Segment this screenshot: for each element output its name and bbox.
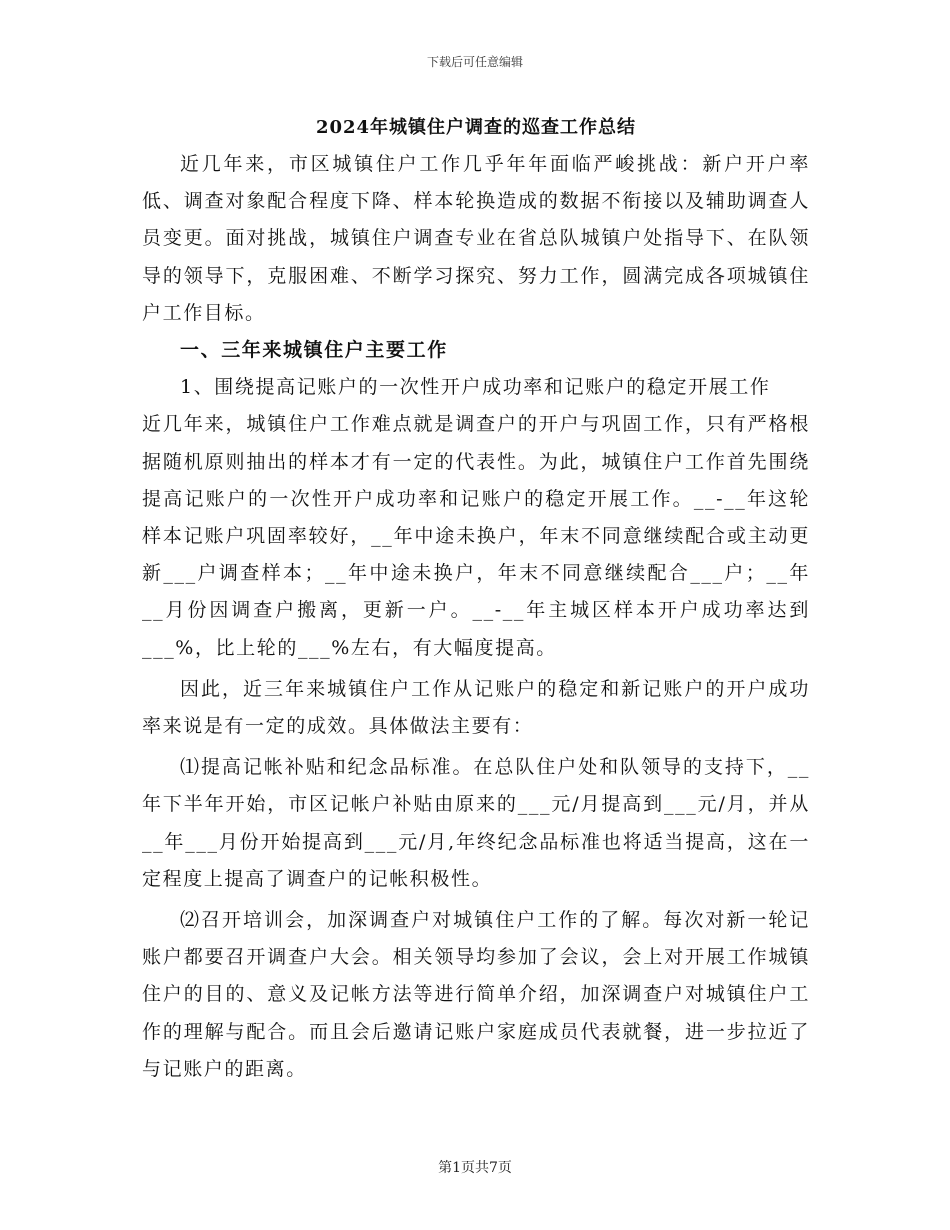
item-heading: 1、围绕提高记账户的一次性开户成功率和记账户的稳定开展工作: [180, 376, 771, 399]
page-header-note: 下载后可任意编辑: [426, 55, 523, 69]
item-body-paragraph: 近几年来，城镇住户工作难点就是调查户的开户与巩固工作，只有严格根据随机原则抽出的样本才有一定的代表性。为此，城镇住户工作首先围绕提高记账户的一次性开户成功率和记账户的稳定开展工作。__-__年这轮样本记账户巩固率较好，__年中途未换户，年末不同意继续配合或主动更新___户调查样本；__年中途未换户，年末不同意继续配合___户；__年__月份因调查户搬离，更新一户。__-__年主城区样本开户成功率达到___%，比上轮的___%左右，有大幅度提高。: [142, 413, 810, 659]
conclusion-paragraph: 因此，近三年来城镇住户工作从记账户的稳定和新记账户的开户成功率来说是有一定的成效。具体做法主要有：: [142, 677, 810, 738]
section-heading: 一、三年来城镇住户主要工作: [180, 339, 448, 362]
document-title: 2024年城镇住户调查的巡查工作总结: [315, 117, 637, 138]
intro-paragraph: 近几年来，市区城镇住户工作几乎年年面临严峻挑战：新户开户率低、调查对象配合程度下降、样本轮换造成的数据不衔接以及辅助调查人员变更。面对挑战，城镇住户调查专业在省总队城镇户处指导下、在队领导的领导下，克服困难、不断学习探究、努力工作，圆满完成各项城镇住户工作目标。: [142, 153, 810, 324]
measure-paragraph-1: ⑴提高记帐补贴和纪念品标准。在总队住户处和队领导的支持下，__年下半年开始，市区记帐户补贴由原来的___元/月提高到___元/月，并从__年___月份开始提高到___元/月,年终纪念品标准也将适当提高，这在一定程度上提高了调查户的记帐积极性。: [142, 756, 810, 890]
measure-paragraph-2: ⑵召开培训会，加深调查户对城镇住户工作的了解。每次对新一轮记账户都要召开调查户大会。相关领导均参加了会议，会上对开展工作城镇住户的目的、意义及记帐方法等进行简单介绍，加深调查户对城镇住户工作的理解与配合。而且会后邀请记账户家庭成员代表就餐，进一步拉近了与记账户的距离。: [142, 909, 810, 1080]
document-body: [142, 110, 810, 1088]
page-number: 第1页共7页: [438, 1160, 512, 1176]
